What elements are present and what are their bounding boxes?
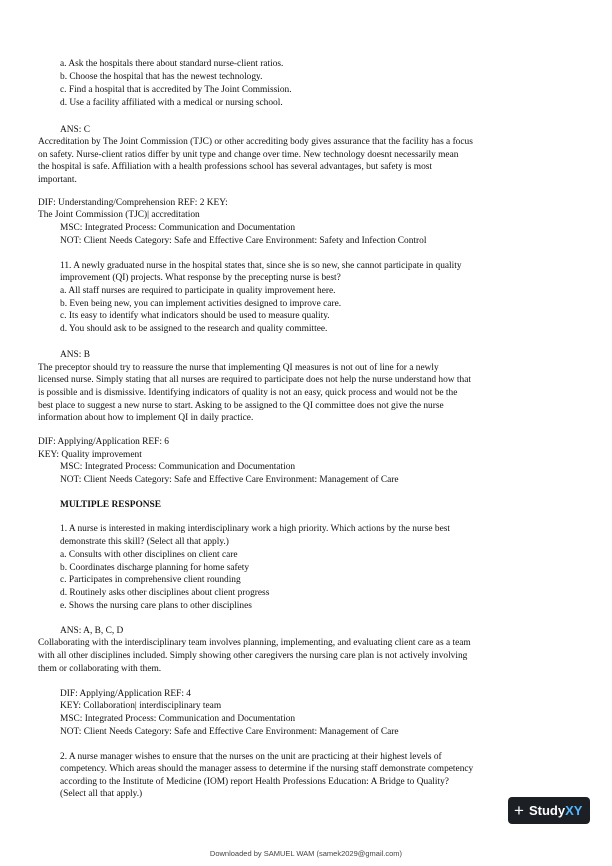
meta-not: NOT: Client Needs Category: Safe and Effective Care Environment: Safety and Infection Control [60,236,427,246]
rationale-line: is possible and is dismissive. Identifying indicators of quality is not an easy, quick process and would not be the [38,388,458,398]
option-a: a. All staff nurses are required to participate in quality improvement here. [60,286,336,296]
meta-msc: MSC: Integrated Process: Communication and Documentation [60,223,296,233]
meta-key: KEY: Collaboration| interdisciplinary team [60,701,222,711]
option-b: b. Coordinates discharge planning for home safety [60,563,250,573]
question-stem: 11. A newly graduated nurse in the hospital states that, since she is so new, she cannot participate in quality [60,261,462,271]
rationale-line: Accreditation by The Joint Commission (TJC) or other accrediting body gives assurance that the facility has a focus [38,137,473,147]
brand-name: Study [528,803,566,818]
meta-not: NOT: Client Needs Category: Safe and Effective Care Environment: Management of Care [60,727,399,737]
rationale-line: The preceptor should try to reassure the nurse that implementing QI measures is not out of line for a newly [38,363,439,373]
meta-key: The Joint Commission (TJC)| accreditation [38,210,200,220]
rationale-line: Collaborating with the interdisciplinary team involves planning, implementing, and evaluating client care as a team [38,638,471,648]
option-c: c. Participates in comprehensive client rounding [60,575,241,585]
meta-msc: MSC: Integrated Process: Communication and Documentation [60,462,296,472]
rationale-line: licensed nurse. Simply stating that all nurses are required to participate does not help the nurse understand how that [38,375,471,385]
option-d: d. You should ask to be assigned to the research and quality committee. [60,324,328,334]
meta-dif: DIF: Applying/Application REF: 6 [38,437,169,447]
option-b: b. Even being new, you can implement activities designed to improve care. [60,299,342,309]
question-stem: improvement (QI) projects. What response by the precepting nurse is best? [60,273,341,283]
studyxy-badge[interactable] [508,797,590,824]
question-stem: (Select all that apply.) [60,789,143,799]
meta-msc: MSC: Integrated Process: Communication and Documentation [60,714,296,724]
meta-dif: DIF: Applying/Application REF: 4 [60,689,191,699]
rationale-line: important. [38,175,77,185]
option-d: d. Routinely asks other disciplines about client progress [60,588,270,598]
rationale-line: the hospital is safe. Affiliation with a health professions school has several advantages, but safety is most [38,162,433,172]
answer: ANS: B [60,350,90,360]
option-a: a. Consults with other disciplines on client care [60,550,238,560]
option-d: d. Use a facility affiliated with a medical or nursing school. [60,98,283,108]
answer: ANS: A, B, C, D [60,626,124,636]
rationale-line: with all other disciplines included. Simply showing other caregivers the nursing care plan is not actively involving [38,651,468,661]
rationale-line: best place to suggest a new nurse to start. Asking to be assigned to the QI committee does not give the nurse [38,401,444,411]
question-stem: 1. A nurse is interested in making interdisciplinary work a high priority. Which actions by the nurse best [60,524,451,534]
answer: ANS: C [60,125,90,135]
option-c: c. Find a hospital that is accredited by The Joint Commission. [60,85,292,95]
meta-key: KEY: Quality improvement [38,450,142,460]
option-a: a. Ask the hospitals there about standard nurse-client ratios. [60,59,284,69]
question-stem: 2. A nurse manager wishes to ensure that the nurses on the unit are practicing at their highest levels of [60,752,442,762]
option-b: b. Choose the hospital that has the newest technology. [60,72,263,82]
rationale-line: on safety. Nurse-client ratios differ by unit type and change over time. New technology doesnt necessarily mean [38,150,459,160]
option-c: c. Its easy to identify what indicators should be used to measure quality. [60,311,330,321]
section-heading: MULTIPLE RESPONSE [60,500,161,510]
meta-not: NOT: Client Needs Category: Safe and Effective Care Environment: Management of Care [60,475,399,485]
rationale-line: information about how to implement QI in daily practice. [38,413,254,423]
meta-dif: DIF: Understanding/Comprehension REF: 2 KEY: [38,198,228,208]
question-stem: demonstrate this skill? (Select all that apply.) [60,537,229,547]
question-stem: according to the Institute of Medicine (IOM) report Health Professions Education: A Bridge to Quality? [60,777,449,787]
question-stem: competency. Which areas should the manager assess to determine if the nursing staff demonstrate competency [60,764,474,774]
plus-icon: + [514,801,524,820]
rationale-line: them or collaborating with them. [38,664,162,674]
download-footer: Downloaded by SAMUEL WAM (samek2029@gmail.com) [209,849,403,858]
brand-suffix: XY [565,803,583,818]
option-e: e. Shows the nursing care plans to other disciplines [60,601,252,611]
